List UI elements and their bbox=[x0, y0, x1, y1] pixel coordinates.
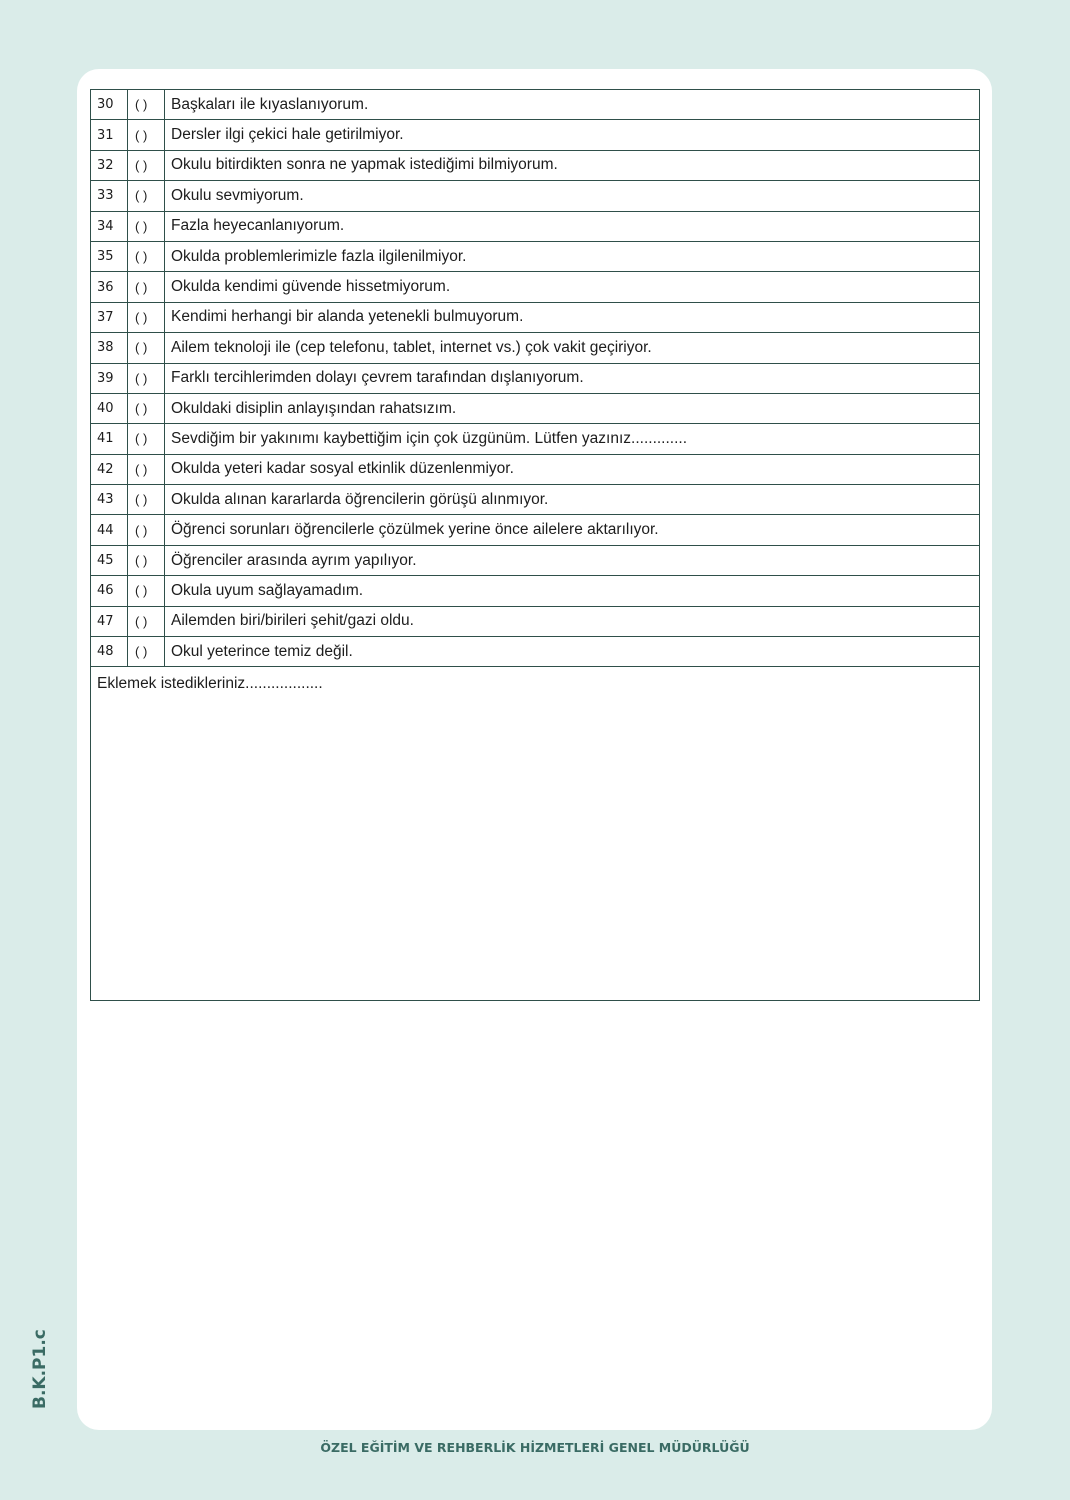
item-number: 35 bbox=[91, 241, 128, 271]
survey-rows bbox=[91, 90, 980, 667]
answer-checkbox[interactable]: ( ) bbox=[128, 515, 165, 545]
survey-row bbox=[91, 485, 980, 515]
answer-checkbox[interactable]: ( ) bbox=[128, 272, 165, 302]
item-statement: Ailem teknoloji ile (cep telefonu, tablet, internet vs.) çok vakit geçiriyor. bbox=[165, 333, 980, 363]
survey-row bbox=[91, 241, 980, 271]
answer-checkbox[interactable]: ( ) bbox=[128, 454, 165, 484]
notes-label: Eklemek istedikleriniz.................. bbox=[97, 675, 323, 693]
answer-checkbox[interactable]: ( ) bbox=[128, 485, 165, 515]
item-statement: Okula uyum sağlayamadım. bbox=[165, 576, 980, 606]
answer-checkbox[interactable]: ( ) bbox=[128, 150, 165, 180]
survey-row bbox=[91, 120, 980, 150]
item-number: 44 bbox=[91, 515, 128, 545]
survey-row bbox=[91, 515, 980, 545]
item-statement: Sevdiğim bir yakınımı kaybettiğim için çok üzgünüm. Lütfen yazınız............. bbox=[165, 424, 980, 454]
item-statement: Okuldaki disiplin anlayışından rahatsızım. bbox=[165, 393, 980, 423]
answer-checkbox[interactable]: ( ) bbox=[128, 333, 165, 363]
item-statement: Ailemden biri/birileri şehit/gazi oldu. bbox=[165, 606, 980, 636]
document-code: B.K.P1.c bbox=[30, 1329, 50, 1409]
answer-checkbox[interactable]: ( ) bbox=[128, 637, 165, 667]
item-statement: Öğrenci sorunları öğrencilerle çözülmek yerine önce ailelere aktarılıyor. bbox=[165, 515, 980, 545]
survey-row bbox=[91, 606, 980, 636]
item-number: 32 bbox=[91, 150, 128, 180]
answer-checkbox[interactable]: ( ) bbox=[128, 576, 165, 606]
item-statement: Farklı tercihlerimden dolayı çevrem tarafından dışlanıyorum. bbox=[165, 363, 980, 393]
item-statement: Kendimi herhangi bir alanda yetenekli bulmuyorum. bbox=[165, 302, 980, 332]
item-number: 47 bbox=[91, 606, 128, 636]
item-number: 48 bbox=[91, 637, 128, 667]
notes-field[interactable] bbox=[91, 667, 980, 1001]
item-number: 33 bbox=[91, 181, 128, 211]
item-number: 30 bbox=[91, 90, 128, 120]
survey-row bbox=[91, 393, 980, 423]
answer-checkbox[interactable]: ( ) bbox=[128, 120, 165, 150]
item-number: 41 bbox=[91, 424, 128, 454]
survey-row bbox=[91, 181, 980, 211]
item-statement: Fazla heyecanlanıyorum. bbox=[165, 211, 980, 241]
item-number: 38 bbox=[91, 333, 128, 363]
item-statement: Okul yeterince temiz değil. bbox=[165, 637, 980, 667]
survey-table bbox=[90, 89, 980, 1001]
item-number: 40 bbox=[91, 393, 128, 423]
answer-checkbox[interactable]: ( ) bbox=[128, 90, 165, 120]
notes-row bbox=[91, 667, 980, 1001]
item-number: 34 bbox=[91, 211, 128, 241]
survey-row bbox=[91, 637, 980, 667]
answer-checkbox[interactable]: ( ) bbox=[128, 241, 165, 271]
survey-row bbox=[91, 211, 980, 241]
answer-checkbox[interactable]: ( ) bbox=[128, 211, 165, 241]
answer-checkbox[interactable]: ( ) bbox=[128, 545, 165, 575]
item-number: 37 bbox=[91, 302, 128, 332]
answer-checkbox[interactable]: ( ) bbox=[128, 302, 165, 332]
item-statement: Okulu bitirdikten sonra ne yapmak istediğimi bilmiyorum. bbox=[165, 150, 980, 180]
survey-row bbox=[91, 424, 980, 454]
item-statement: Okulda alınan kararlarda öğrencilerin görüşü alınmıyor. bbox=[165, 485, 980, 515]
item-statement: Okulda problemlerimizle fazla ilgilenilmiyor. bbox=[165, 241, 980, 271]
answer-checkbox[interactable]: ( ) bbox=[128, 424, 165, 454]
survey-row bbox=[91, 302, 980, 332]
item-number: 31 bbox=[91, 120, 128, 150]
item-statement: Öğrenciler arasında ayrım yapılıyor. bbox=[165, 545, 980, 575]
survey-row bbox=[91, 272, 980, 302]
survey-row bbox=[91, 454, 980, 484]
answer-checkbox[interactable]: ( ) bbox=[128, 363, 165, 393]
item-number: 42 bbox=[91, 454, 128, 484]
item-statement: Dersler ilgi çekici hale getirilmiyor. bbox=[165, 120, 980, 150]
item-statement: Okulu sevmiyorum. bbox=[165, 181, 980, 211]
item-number: 43 bbox=[91, 485, 128, 515]
item-statement: Başkaları ile kıyaslanıyorum. bbox=[165, 90, 980, 120]
survey-row bbox=[91, 545, 980, 575]
survey-row bbox=[91, 576, 980, 606]
survey-row bbox=[91, 150, 980, 180]
survey-row bbox=[91, 363, 980, 393]
answer-checkbox[interactable]: ( ) bbox=[128, 181, 165, 211]
item-number: 45 bbox=[91, 545, 128, 575]
item-number: 36 bbox=[91, 272, 128, 302]
answer-checkbox[interactable]: ( ) bbox=[128, 393, 165, 423]
answer-checkbox[interactable]: ( ) bbox=[128, 606, 165, 636]
item-statement: Okulda kendimi güvende hissetmiyorum. bbox=[165, 272, 980, 302]
item-statement: Okulda yeteri kadar sosyal etkinlik düzenlenmiyor. bbox=[165, 454, 980, 484]
survey-row bbox=[91, 333, 980, 363]
survey-row bbox=[91, 90, 980, 120]
item-number: 46 bbox=[91, 576, 128, 606]
footer-text: ÖZEL EĞİTİM VE REHBERLİK HİZMETLERİ GENEL MÜDÜRLÜĞÜ bbox=[320, 1440, 750, 1455]
item-number: 39 bbox=[91, 363, 128, 393]
